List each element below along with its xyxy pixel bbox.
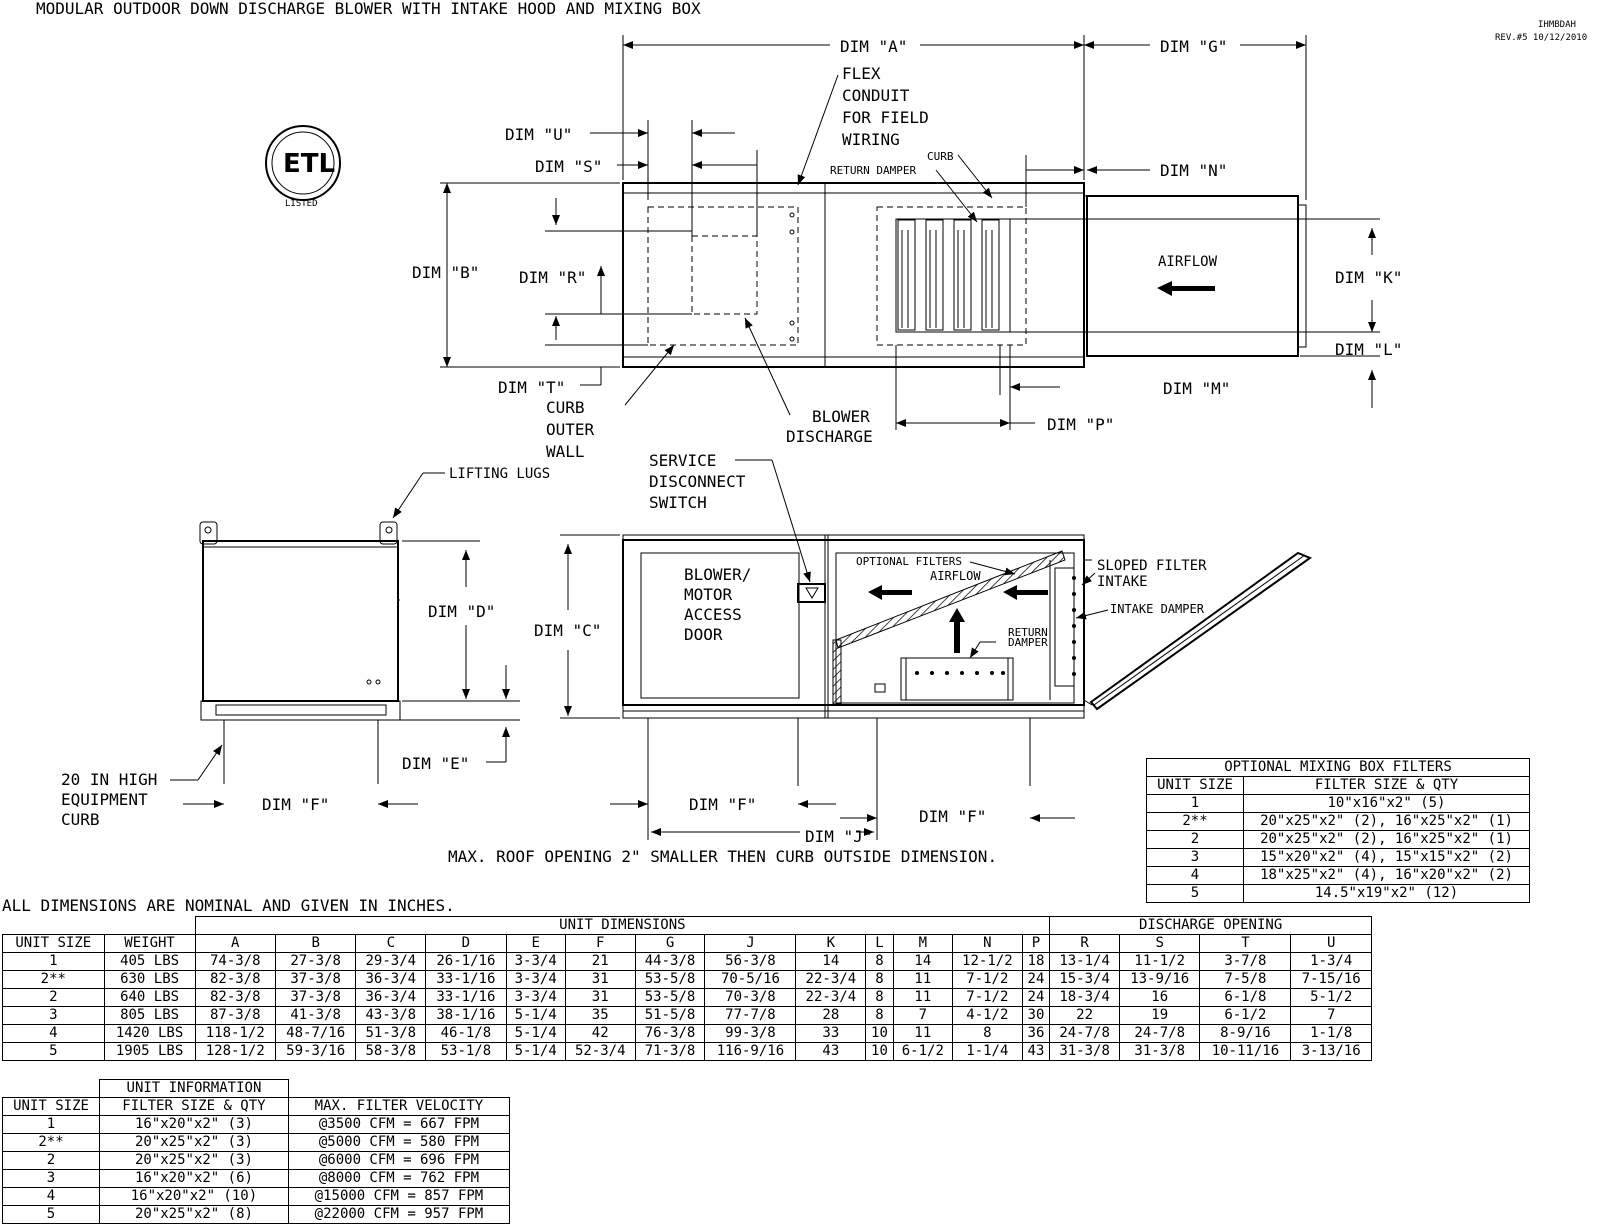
table-cell: 5-1/2 bbox=[1291, 989, 1372, 1007]
table-cell: 87-3/8 bbox=[195, 1007, 275, 1025]
table-cell: 7 bbox=[893, 1007, 952, 1025]
info-header-max-velocity: MAX. FILTER VELOCITY bbox=[288, 1098, 509, 1116]
blower-discharge-label-1: BLOWER bbox=[812, 407, 870, 426]
table-cell: 53-5/8 bbox=[635, 971, 705, 989]
table-cell: 20"x25"x2" (3) bbox=[100, 1152, 289, 1170]
table-cell: 10-11/16 bbox=[1200, 1043, 1291, 1061]
table-row bbox=[3, 1025, 1372, 1043]
table-cell: @6000 CFM = 696 FPM bbox=[288, 1152, 509, 1170]
table-cell: 8 bbox=[866, 971, 893, 989]
table-cell: 7-1/2 bbox=[952, 989, 1022, 1007]
table-cell: 30 bbox=[1022, 1007, 1049, 1025]
service-disconnect-label-3: SWITCH bbox=[649, 493, 707, 512]
dimensions-header-cell: B bbox=[275, 935, 355, 953]
table-cell: 59-3/16 bbox=[275, 1043, 355, 1061]
table-cell: 52-3/4 bbox=[565, 1043, 635, 1061]
table-row bbox=[1147, 831, 1530, 849]
table-cell: 13-9/16 bbox=[1120, 971, 1200, 989]
table-cell: 4-1/2 bbox=[952, 1007, 1022, 1025]
table-cell: 12-1/2 bbox=[952, 953, 1022, 971]
table-cell: 128-1/2 bbox=[195, 1043, 275, 1061]
table-cell: 22-3/4 bbox=[796, 971, 866, 989]
table-cell: @3500 CFM = 667 FPM bbox=[288, 1116, 509, 1134]
table-cell: 16"x20"x2" (6) bbox=[100, 1170, 289, 1188]
table-cell: 56-3/8 bbox=[705, 953, 796, 971]
table-cell: 7-1/2 bbox=[952, 971, 1022, 989]
table-cell: 8 bbox=[866, 989, 893, 1007]
dimensions-header-cell: E bbox=[506, 935, 565, 953]
table-cell: 5 bbox=[3, 1043, 105, 1061]
table-cell: 630 LBS bbox=[104, 971, 195, 989]
table-cell: 14.5"x19"x2" (12) bbox=[1244, 885, 1530, 903]
table-cell: 53-5/8 bbox=[635, 989, 705, 1007]
table-cell: @15000 CFM = 857 FPM bbox=[288, 1188, 509, 1206]
discharge-opening-group-header: DISCHARGE OPENING bbox=[1050, 917, 1372, 935]
table-row bbox=[3, 989, 1372, 1007]
table-row bbox=[3, 971, 1372, 989]
table-cell: 51-3/8 bbox=[356, 1025, 426, 1043]
flex-conduit-label-1: FLEX bbox=[842, 64, 881, 83]
table-cell: 8-9/16 bbox=[1200, 1025, 1291, 1043]
return-damper-side-label-2: DAMPER bbox=[1008, 636, 1048, 649]
table-cell: 43 bbox=[1022, 1043, 1049, 1061]
table-cell: 16 bbox=[1120, 989, 1200, 1007]
drawing-id: IHMBDAH bbox=[1538, 20, 1576, 30]
table-cell: 5 bbox=[3, 1206, 100, 1224]
sloped-filter-label-1: SLOPED FILTER bbox=[1097, 558, 1207, 574]
airflow-arrow-up-icon bbox=[949, 608, 965, 653]
table-cell: 18"x25"x2" (4), 16"x20"x2" (2) bbox=[1244, 867, 1530, 885]
table-cell: 805 LBS bbox=[104, 1007, 195, 1025]
top-plan-view bbox=[623, 183, 1306, 367]
dim-b-label: DIM "B" bbox=[412, 263, 480, 282]
table-cell: 11 bbox=[893, 1025, 952, 1043]
table-cell: 31 bbox=[565, 971, 635, 989]
table-cell: 8 bbox=[952, 1025, 1022, 1043]
table-cell: 5-1/4 bbox=[506, 1043, 565, 1061]
table-cell: 6-1/2 bbox=[1200, 1007, 1291, 1025]
top-dimension-lines bbox=[440, 35, 1380, 430]
table-cell: 1 bbox=[3, 1116, 100, 1134]
table-cell: 19 bbox=[1120, 1007, 1200, 1025]
dimensions-header-cell: T bbox=[1200, 935, 1291, 953]
table-cell: 3 bbox=[1147, 849, 1244, 867]
table-cell: 16"x20"x2" (3) bbox=[100, 1116, 289, 1134]
mixing-header-unit-size: UNIT SIZE bbox=[1147, 777, 1244, 795]
table-row bbox=[3, 1170, 510, 1188]
service-disconnect-label-2: DISCONNECT bbox=[649, 472, 746, 491]
table-cell: 6-1/8 bbox=[1200, 989, 1291, 1007]
etl-listed-logo-icon bbox=[266, 126, 340, 209]
airflow-arrow-left-icon bbox=[868, 585, 912, 600]
return-damper-label: RETURN DAMPER bbox=[830, 164, 917, 177]
svg-text:LISTED: LISTED bbox=[285, 199, 318, 209]
table-cell: 43-3/8 bbox=[356, 1007, 426, 1025]
unit-information-group-header: UNIT INFORMATION bbox=[100, 1080, 289, 1098]
dim-f-label-3: DIM "F" bbox=[919, 807, 987, 826]
table-cell: 3-3/4 bbox=[506, 971, 565, 989]
flex-conduit-label-3: FOR FIELD bbox=[842, 108, 929, 127]
optional-filters-label: OPTIONAL FILTERS bbox=[856, 555, 962, 568]
table-cell: 20"x25"x2" (2), 16"x25"x2" (1) bbox=[1244, 813, 1530, 831]
dimensions-header-cell: A bbox=[195, 935, 275, 953]
unit-dimensions-group-header: UNIT DIMENSIONS bbox=[195, 917, 1050, 935]
return-damper-louvers bbox=[898, 220, 999, 330]
table-cell: 46-1/8 bbox=[426, 1025, 506, 1043]
table-cell: 53-1/8 bbox=[426, 1043, 506, 1061]
dimensions-header-cell: S bbox=[1120, 935, 1200, 953]
table-cell: 405 LBS bbox=[104, 953, 195, 971]
table-corner bbox=[3, 917, 196, 935]
table-cell: 24-7/8 bbox=[1120, 1025, 1200, 1043]
dimensions-header-cell: WEIGHT bbox=[104, 935, 195, 953]
blower-door-label-4: DOOR bbox=[684, 625, 723, 644]
table-cell: 3-13/16 bbox=[1291, 1043, 1372, 1061]
table-cell: 33-1/16 bbox=[426, 989, 506, 1007]
table-corner bbox=[288, 1080, 509, 1098]
table-cell: 18-3/4 bbox=[1050, 989, 1120, 1007]
dim-r-label: DIM "R" bbox=[519, 268, 587, 287]
dimensions-header-cell: J bbox=[705, 935, 796, 953]
flex-conduit-label-2: CONDUIT bbox=[842, 86, 910, 105]
dimensions-header-cell: K bbox=[796, 935, 866, 953]
table-row bbox=[1147, 795, 1530, 813]
table-cell: 48-7/16 bbox=[275, 1025, 355, 1043]
table-cell: @8000 CFM = 762 FPM bbox=[288, 1170, 509, 1188]
lifting-lugs-label: LIFTING LUGS bbox=[449, 466, 551, 482]
table-row bbox=[3, 1152, 510, 1170]
table-cell: 77-7/8 bbox=[705, 1007, 796, 1025]
dim-j-label: DIM "J" bbox=[805, 827, 873, 846]
dimensions-header-cell: M bbox=[893, 935, 952, 953]
intake-arrow-left-icon bbox=[1003, 585, 1048, 600]
table-cell: 18 bbox=[1022, 953, 1049, 971]
table-cell: 24-7/8 bbox=[1050, 1025, 1120, 1043]
table-cell: 28 bbox=[796, 1007, 866, 1025]
table-cell: 2** bbox=[3, 1134, 100, 1152]
dim-e-label: DIM "E" bbox=[402, 754, 470, 773]
drawing-title: MODULAR OUTDOOR DOWN DISCHARGE BLOWER WITH INTAKE HOOD AND MIXING BOX bbox=[36, 0, 701, 18]
dimensions-header-cell: F bbox=[565, 935, 635, 953]
table-cell: 41-3/8 bbox=[275, 1007, 355, 1025]
table-row bbox=[3, 1116, 510, 1134]
table-cell: 3 bbox=[3, 1007, 105, 1025]
curb-height-label-3: CURB bbox=[61, 810, 100, 829]
table-cell: 2** bbox=[3, 971, 105, 989]
roof-opening-note: MAX. ROOF OPENING 2" SMALLER THEN CURB OUTSIDE DIMENSION. bbox=[448, 847, 998, 866]
table-cell: 1420 LBS bbox=[104, 1025, 195, 1043]
dim-f-label-2: DIM "F" bbox=[689, 795, 757, 814]
table-cell: 15-3/4 bbox=[1050, 971, 1120, 989]
dim-l-label: DIM "L" bbox=[1335, 340, 1403, 359]
table-cell: @5000 CFM = 580 FPM bbox=[288, 1134, 509, 1152]
svg-text:ETL: ETL bbox=[283, 149, 336, 179]
table-cell: 3 bbox=[3, 1170, 100, 1188]
sloped-filter-label-2: INTAKE bbox=[1097, 574, 1148, 590]
table-cell: 20"x25"x2" (2), 16"x25"x2" (1) bbox=[1244, 831, 1530, 849]
table-corner bbox=[3, 1080, 100, 1098]
dimensions-header-cell: D bbox=[426, 935, 506, 953]
table-cell: 11-1/2 bbox=[1120, 953, 1200, 971]
dim-k-label: DIM "K" bbox=[1335, 268, 1403, 287]
table-cell: 37-3/8 bbox=[275, 971, 355, 989]
table-cell: 16"x20"x2" (10) bbox=[100, 1188, 289, 1206]
table-cell: 44-3/8 bbox=[635, 953, 705, 971]
blower-door-label-3: ACCESS bbox=[684, 605, 742, 624]
service-disconnect-label-1: SERVICE bbox=[649, 451, 717, 470]
table-cell: 1 bbox=[1147, 795, 1244, 813]
airflow-label-side: AIRFLOW bbox=[930, 569, 981, 583]
table-cell: 43 bbox=[796, 1043, 866, 1061]
table-cell: 11 bbox=[893, 971, 952, 989]
mixing-header-filter-size: FILTER SIZE & QTY bbox=[1244, 777, 1530, 795]
table-cell: 1-1/8 bbox=[1291, 1025, 1372, 1043]
table-cell: 22 bbox=[1050, 1007, 1120, 1025]
dim-f-label-1: DIM "F" bbox=[262, 795, 330, 814]
intake-damper-label: INTAKE DAMPER bbox=[1110, 602, 1204, 616]
curb-outer-label-2: OUTER bbox=[546, 420, 595, 439]
table-cell: 26-1/16 bbox=[426, 953, 506, 971]
blower-door-label-1: BLOWER/ bbox=[684, 565, 752, 584]
table-cell: 10 bbox=[866, 1043, 893, 1061]
dimensions-header-cell: R bbox=[1050, 935, 1120, 953]
table-cell: 29-3/4 bbox=[356, 953, 426, 971]
table-cell: 4 bbox=[3, 1188, 100, 1206]
table-cell: 4 bbox=[3, 1025, 105, 1043]
table-cell: 1-3/4 bbox=[1291, 953, 1372, 971]
table-cell: 21 bbox=[565, 953, 635, 971]
table-cell: 37-3/8 bbox=[275, 989, 355, 1007]
table-cell: 3-7/8 bbox=[1200, 953, 1291, 971]
table-cell: 22-3/4 bbox=[796, 989, 866, 1007]
blower-door-label-2: MOTOR bbox=[684, 585, 733, 604]
table-cell: 4 bbox=[1147, 867, 1244, 885]
table-row bbox=[1147, 813, 1530, 831]
table-cell: 70-3/8 bbox=[705, 989, 796, 1007]
table-cell: 51-5/8 bbox=[635, 1007, 705, 1025]
table-cell: 24 bbox=[1022, 989, 1049, 1007]
dimensions-header-cell: U bbox=[1291, 935, 1372, 953]
dim-m-label: DIM "M" bbox=[1163, 379, 1231, 398]
curb-label: CURB bbox=[927, 150, 954, 163]
table-cell: 33-1/16 bbox=[426, 971, 506, 989]
table-cell: 76-3/8 bbox=[635, 1025, 705, 1043]
nominal-dimensions-note: ALL DIMENSIONS ARE NOMINAL AND GIVEN IN INCHES. bbox=[2, 896, 455, 915]
table-row bbox=[1147, 885, 1530, 903]
dimensions-header-cell: N bbox=[952, 935, 1022, 953]
table-row bbox=[3, 1206, 510, 1224]
dim-p-label: DIM "P" bbox=[1047, 415, 1115, 434]
table-cell: 58-3/8 bbox=[356, 1043, 426, 1061]
table-cell: 7 bbox=[1291, 1007, 1372, 1025]
table-cell: 7-15/16 bbox=[1291, 971, 1372, 989]
dimensions-header-cell: L bbox=[866, 935, 893, 953]
table-cell: 42 bbox=[565, 1025, 635, 1043]
table-cell: 2 bbox=[1147, 831, 1244, 849]
table-cell: 8 bbox=[866, 953, 893, 971]
top-leaders bbox=[625, 75, 992, 415]
table-cell: 1905 LBS bbox=[104, 1043, 195, 1061]
table-cell: 6-1/2 bbox=[893, 1043, 952, 1061]
info-header-filter-size: FILTER SIZE & QTY bbox=[100, 1098, 289, 1116]
dim-c-label: DIM "C" bbox=[534, 621, 602, 640]
table-cell: 14 bbox=[796, 953, 866, 971]
table-cell: 82-3/8 bbox=[195, 989, 275, 1007]
table-cell: 7-5/8 bbox=[1200, 971, 1291, 989]
dimensions-header-cell: C bbox=[356, 935, 426, 953]
table-cell: 35 bbox=[565, 1007, 635, 1025]
table-cell: 15"x20"x2" (4), 15"x15"x2" (2) bbox=[1244, 849, 1530, 867]
table-cell: 14 bbox=[893, 953, 952, 971]
table-cell: 99-3/8 bbox=[705, 1025, 796, 1043]
dim-s-label: DIM "S" bbox=[535, 157, 603, 176]
table-cell: 2** bbox=[1147, 813, 1244, 831]
table-cell: @22000 CFM = 957 FPM bbox=[288, 1206, 509, 1224]
table-cell: 82-3/8 bbox=[195, 971, 275, 989]
table-cell: 10"x16"x2" (5) bbox=[1244, 795, 1530, 813]
table-cell: 27-3/8 bbox=[275, 953, 355, 971]
table-cell: 3-3/4 bbox=[506, 953, 565, 971]
table-cell: 13-1/4 bbox=[1050, 953, 1120, 971]
table-cell: 10 bbox=[866, 1025, 893, 1043]
dim-g-label: DIM "G" bbox=[1160, 37, 1228, 56]
table-row bbox=[3, 1188, 510, 1206]
table-cell: 31 bbox=[565, 989, 635, 1007]
dim-t-label: DIM "T" bbox=[498, 378, 566, 397]
flex-conduit-label-4: WIRING bbox=[842, 130, 900, 149]
table-cell: 5-1/4 bbox=[506, 1025, 565, 1043]
dim-d-label: DIM "D" bbox=[428, 602, 496, 621]
dimensions-header-cell: P bbox=[1022, 935, 1049, 953]
table-cell: 31-3/8 bbox=[1050, 1043, 1120, 1061]
dim-a-label: DIM "A" bbox=[840, 37, 908, 56]
unit-dimensions-table bbox=[2, 916, 1372, 1061]
return-damper-side-label-1: RETURN bbox=[1008, 626, 1048, 639]
table-cell: 11 bbox=[893, 989, 952, 1007]
table-row bbox=[1147, 867, 1530, 885]
unit-information-table bbox=[2, 1079, 510, 1224]
airflow-label-top: AIRFLOW bbox=[1158, 254, 1218, 270]
table-cell: 74-3/8 bbox=[195, 953, 275, 971]
table-header-row bbox=[3, 935, 1372, 953]
curb-outer-label-1: CURB bbox=[546, 398, 585, 417]
dim-n-label: DIM "N" bbox=[1160, 161, 1228, 180]
info-header-unit-size: UNIT SIZE bbox=[3, 1098, 100, 1116]
table-row bbox=[3, 1134, 510, 1152]
table-cell: 36-3/4 bbox=[356, 989, 426, 1007]
table-cell: 36-3/4 bbox=[356, 971, 426, 989]
table-cell: 24 bbox=[1022, 971, 1049, 989]
table-cell: 5-1/4 bbox=[506, 1007, 565, 1025]
table-cell: 33 bbox=[796, 1025, 866, 1043]
table-row bbox=[3, 1043, 1372, 1061]
table-cell: 2 bbox=[3, 989, 105, 1007]
table-cell: 3-3/4 bbox=[506, 989, 565, 1007]
table-cell: 36 bbox=[1022, 1025, 1049, 1043]
dimensions-header-cell: UNIT SIZE bbox=[3, 935, 105, 953]
table-cell: 640 LBS bbox=[104, 989, 195, 1007]
table-cell: 71-3/8 bbox=[635, 1043, 705, 1061]
curb-height-label-1: 20 IN HIGH bbox=[61, 770, 158, 789]
table-row bbox=[3, 953, 1372, 971]
dim-u-label: DIM "U" bbox=[505, 125, 573, 144]
blower-discharge-label-2: DISCHARGE bbox=[786, 427, 873, 446]
table-row bbox=[3, 1007, 1372, 1025]
table-row bbox=[1147, 849, 1530, 867]
revision-label: REV.#5 10/12/2010 bbox=[1495, 33, 1588, 43]
curb-height-label-2: EQUIPMENT bbox=[61, 790, 148, 809]
curb-outer-label-3: WALL bbox=[546, 442, 585, 461]
table-cell: 20"x25"x2" (3) bbox=[100, 1134, 289, 1152]
table-cell: 1-1/4 bbox=[952, 1043, 1022, 1061]
table-cell: 1 bbox=[3, 953, 105, 971]
table-cell: 31-3/8 bbox=[1120, 1043, 1200, 1061]
mixing-table-title: OPTIONAL MIXING BOX FILTERS bbox=[1147, 759, 1530, 777]
table-cell: 20"x25"x2" (8) bbox=[100, 1206, 289, 1224]
table-cell: 70-5/16 bbox=[705, 971, 796, 989]
table-cell: 116-9/16 bbox=[705, 1043, 796, 1061]
table-cell: 8 bbox=[866, 1007, 893, 1025]
dimensions-header-cell: G bbox=[635, 935, 705, 953]
airflow-arrow-icon bbox=[1157, 281, 1215, 296]
table-cell: 38-1/16 bbox=[426, 1007, 506, 1025]
disconnect-switch-icon bbox=[806, 588, 818, 598]
table-cell: 2 bbox=[3, 1152, 100, 1170]
table-cell: 118-1/2 bbox=[195, 1025, 275, 1043]
table-cell: 5 bbox=[1147, 885, 1244, 903]
mixing-box-filters-table bbox=[1146, 758, 1530, 903]
